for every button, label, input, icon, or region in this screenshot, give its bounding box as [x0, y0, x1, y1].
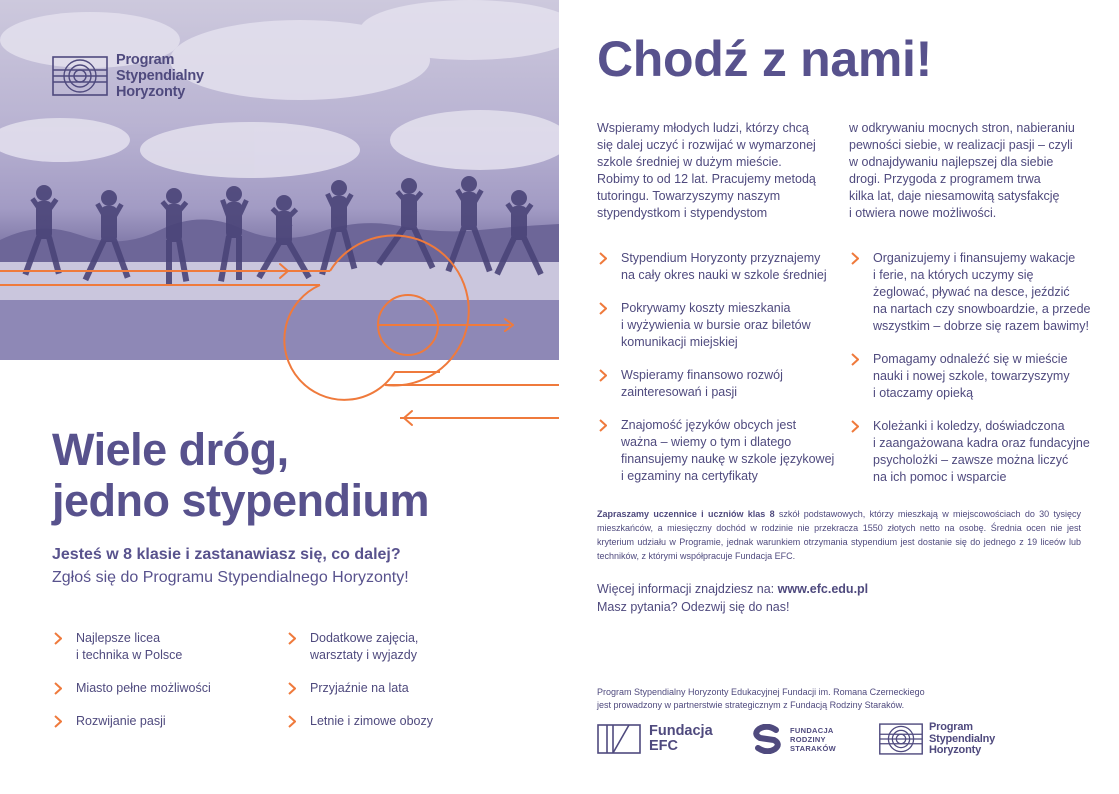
feature-line: Organizujemy i finansujemy wakacje: [873, 251, 1076, 265]
feature-line: na ich pomoc i wsparcie: [873, 470, 1007, 484]
benefits-list-col1: [52, 630, 272, 746]
logo-line-1: Program: [116, 52, 175, 68]
list-item-text: warsztaty i wyjazdy: [310, 648, 417, 662]
intro-col2: [849, 120, 1089, 222]
intro-line: Wspieramy młodych ludzi, którzy chcą: [597, 121, 809, 135]
eligibility-bold: Zapraszamy uczennice i uczniów klas 8: [597, 509, 775, 519]
intro-col1: [597, 120, 832, 222]
list-item: [286, 680, 526, 697]
logo-line-2: Stypendialny: [116, 68, 204, 84]
list-item: [286, 630, 526, 664]
intro-line: i otwiera nowe możliwości.: [849, 206, 997, 220]
headline-line-2: jedno stypendium: [52, 475, 430, 526]
info-line-2: Masz pytania? Odezwij się do nas!: [597, 599, 790, 614]
features-list-col1: [597, 250, 837, 501]
feature-line: i ferie, na których uczymy się: [873, 268, 1034, 282]
feature-line: i zaangażowana kadra oraz fundacyjne: [873, 436, 1090, 450]
list-item: [52, 680, 272, 697]
eligibility-rest: szkół podstawowych, którzy mieszkają w miejscowościach do 30 tysięcy mieszkańców, a miesięczny dochód w rodzinie nie przekracza 1550 złotych netto na osobę. Średnia ocen nie jest kryterium udziału w Programie, jednak warunkiem otrzymania stypendium jest dostanie się do jednego z 19 liceów lub techników, z którymi współpracuje Fundacja EFC.: [597, 509, 1081, 561]
feature-line: Pokrywamy koszty mieszkania: [621, 301, 791, 315]
starak-logo: [752, 724, 836, 754]
feature-item: [849, 250, 1094, 335]
intro-line: Robimy to od 12 lat. Pracujemy metodą: [597, 172, 816, 186]
list-item-text: Przyjaźnie na lata: [310, 681, 409, 695]
intro-line: szkole średniej w dużym mieście.: [597, 155, 782, 169]
feature-line: Koleżanki i koledzy, doświadczona: [873, 419, 1065, 433]
chevron-right-icon: [599, 302, 607, 315]
chevron-right-icon: [851, 420, 859, 433]
starak-line-3: STARAKÓW: [790, 743, 837, 753]
question-text: Jesteś w 8 klasie i zastanawiasz się, co dalej?: [52, 546, 401, 563]
efc-line-1: Fundacja: [649, 723, 713, 739]
eligibility-text: [597, 507, 1081, 563]
features-list-col2: [849, 250, 1094, 502]
logo-line-3: Horyzonty: [116, 84, 186, 100]
feature-line: wszystkim – dobrze się razem bawimy!: [873, 319, 1090, 333]
main-headline: [52, 424, 429, 526]
headline-line-1: Wiele dróg,: [52, 424, 289, 475]
list-item-text: Dodatkowe zajęcia,: [310, 631, 419, 645]
list-item: [52, 630, 272, 664]
chevron-right-icon: [288, 682, 296, 695]
feature-line: i otaczamy opieką: [873, 386, 974, 400]
chevron-right-icon: [54, 682, 62, 695]
partner-line-2: jest prowadzony w partnerstwie strategicznym z Fundacją Rodziny Staraków.: [597, 700, 905, 710]
intro-paragraph: [597, 120, 832, 222]
efc-logo-icon: [597, 724, 641, 754]
feature-line: na nartach czy snowboardzie, a przede: [873, 302, 1091, 316]
list-item-text: Rozwijanie pasji: [76, 714, 166, 728]
feature-item: [597, 300, 837, 351]
starak-line-1: FUNDACJA: [790, 725, 834, 735]
intro-line: drogi. Przygoda z programem trwa: [849, 172, 1041, 186]
list-item: [52, 713, 272, 730]
feature-line: ważna – wiemy o tym i dlatego: [621, 435, 792, 449]
feature-line: żeglować, pływać na desce, jeździć: [873, 285, 1070, 299]
chevron-right-icon: [54, 715, 62, 728]
intro-paragraph: [849, 120, 1089, 222]
efc-line-2: EFC: [649, 738, 678, 754]
chevron-right-icon: [599, 369, 607, 382]
feature-item: [597, 250, 837, 284]
feature-line: Stypendium Horyzonty przyznajemy: [621, 251, 821, 265]
horyzonty-footer-logo: [879, 722, 995, 757]
chevron-right-icon: [851, 353, 859, 366]
feature-line: zainteresowań i pasji: [621, 385, 738, 399]
feature-item: [849, 351, 1094, 402]
footer-logo-line-1: Program: [929, 721, 973, 733]
partner-line-1: Program Stypendialny Horyzonty Edukacyjnej Fundacji im. Romana Czerneckiego: [597, 687, 925, 697]
partner-note: [597, 686, 1077, 712]
info-prefix: Więcej informacji znajdziesz na:: [597, 582, 778, 596]
list-item-text: Najlepsze licea: [76, 631, 161, 645]
invite-text: Zgłoś się do Programu Stypendialnego Horyzonty!: [52, 569, 409, 586]
footer-logo-line-3: Horyzonty: [929, 744, 981, 756]
intro-line: w odkrywaniu mocnych stron, nabieraniu: [849, 121, 1075, 135]
feature-line: psycholożki – zawsze można liczyć: [873, 453, 1069, 467]
list-item-text: i technika w Polsce: [76, 648, 183, 662]
chevron-right-icon: [288, 715, 296, 728]
feature-line: i egzaminy na certyfikaty: [621, 469, 758, 483]
feature-line: Wspieramy finansowo rozwój: [621, 368, 783, 382]
list-item-text: Letnie i zimowe obozy: [310, 714, 433, 728]
list-item: [286, 713, 526, 730]
feature-item: [849, 418, 1094, 486]
chevron-right-icon: [599, 252, 607, 265]
contact-info: [597, 581, 1077, 616]
orange-path-lines: [0, 0, 559, 430]
intro-line: pewności siebie, w realizacji pasji – czyli: [849, 138, 1073, 152]
starak-line-2: RODZINY: [790, 734, 826, 744]
chevron-right-icon: [288, 632, 296, 645]
feature-line: Znajomość języków obcych jest: [621, 418, 797, 432]
website-link[interactable]: www.efc.edu.pl: [777, 582, 869, 596]
footer-logo-line-2: Stypendialny: [929, 732, 996, 745]
chevron-right-icon: [851, 252, 859, 265]
feature-line: Pomagamy odnaleźć się w mieście: [873, 352, 1068, 366]
efc-logo: [597, 724, 713, 754]
intro-line: tutoringu. Towarzyszymy naszym: [597, 189, 781, 203]
intro-line: kilka lat, daje niesamowitą satysfakcję: [849, 189, 1060, 203]
feature-line: i wyżywienia w bursie oraz biletów: [621, 318, 811, 332]
intro-line: się dalej uczyć i rozwijać w wymarzonej: [597, 138, 816, 152]
feature-line: komunikacji miejskiej: [621, 335, 738, 349]
feature-line: nauki i nowej szkole, towarzyszymy: [873, 369, 1070, 383]
benefits-list-col2: [286, 630, 526, 746]
chevron-right-icon: [599, 419, 607, 432]
chevron-right-icon: [54, 632, 62, 645]
starak-logo-icon: [752, 724, 782, 754]
right-title: Chodź z nami!: [597, 31, 932, 87]
intro-line: stypendystkom i stypendystom: [597, 206, 768, 220]
feature-item: [597, 367, 837, 401]
feature-item: [597, 417, 837, 485]
feature-line: na cały okres nauki w szkole średniej: [621, 268, 827, 282]
feature-line: finansujemy naukę w szkole językowej: [621, 452, 835, 466]
list-item-text: Miasto pełne możliwości: [76, 681, 211, 695]
horyzonty-logo-icon: [879, 723, 923, 755]
intro-line: w odnajdywaniu najlepszej dla siebie: [849, 155, 1054, 169]
